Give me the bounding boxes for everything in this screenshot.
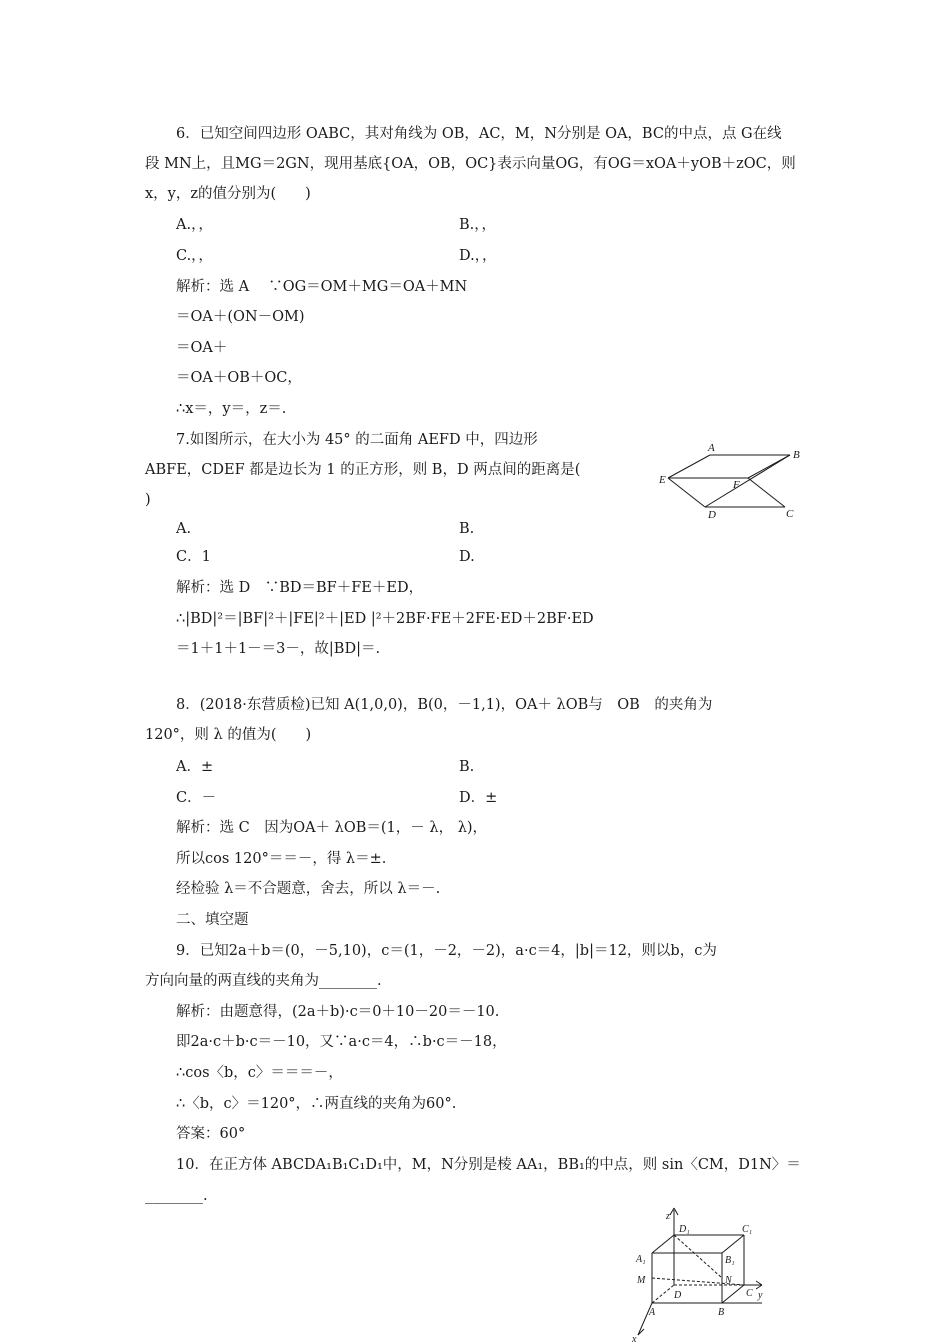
q8-option-d: D．± [459,790,498,806]
q8-solution-2: 所以cos 120°＝＝－，得 λ＝±. [176,851,387,867]
q6-solution-5: ∴x＝，y＝，z＝. [176,401,287,417]
label-x: x [632,1334,637,1344]
q9-solution-1: 解析：由题意得，(2a＋b)·c＝0＋10－20＝－10. [176,1004,500,1020]
q10-line-2: ________. [145,1188,208,1204]
edge-ed [668,478,705,507]
q8-option-c: C．－ [176,790,217,806]
q9-solution-3: ∴cos〈b，c〉＝＝＝－， [176,1065,343,1081]
q6-option-d: D.，， [459,248,497,264]
label-z: z [666,1211,670,1222]
label-d1: D₁ [679,1224,690,1235]
q6-solution-2: ＝OA＋(ON－OM) [176,309,305,325]
q7-option-a: A. [176,521,192,537]
label-b1: B₁ [725,1255,735,1266]
q7-option-c: C．1 [176,549,211,565]
dihedral-angle-figure [650,436,810,526]
edge-ea [668,455,710,478]
q7-solution-3: ＝1＋1＋1－＝3－，故|BD|＝. [176,641,381,657]
label-a: A [708,442,715,454]
label-d: D [674,1290,682,1301]
q9-line-1: 9．已知2a＋b＝(0，－5,10)，c＝(1，－2，－2)，a·c＝4，|b|＝12，则以b，c为 [176,943,717,959]
q8-option-a: A．± [176,759,214,775]
q8-line-2: 120°，则 λ 的值为( ) [145,727,312,743]
q7-line-1: 7.如图所示，在大小为 45° 的二面角 AEFD 中，四边形 [176,432,538,448]
q6-option-a: A.，， [176,217,213,233]
edge-fc [748,478,785,507]
q6-solution-3: ＝OA＋ [176,340,228,356]
q7-line-2: ABFE，CDEF 都是边长为 1 的正方形，则 B，D 两点间的距离是( [145,462,581,478]
label-n: N [725,1275,732,1286]
q8-line-1: 8．(2018·东营质检)已知 A(1,0,0)，B(0，－1,1)，OA＋ λOB与 OB 的夹角为 [176,697,713,713]
q9-solution-2: 即2a·c＋b·c＝－10，又∵a·c＝4，∴b·c＝－18， [176,1034,507,1050]
q9-solution-4: ∴〈b，c〉＝120°，∴两直线的夹角为60°. [176,1096,457,1112]
q6-option-b: B.，， [459,217,497,233]
label-d: D [708,509,716,521]
q8-solution-1: 解析：选 C 因为OA＋ λOB＝(1，－ λ， λ)， [176,820,488,836]
q7-solution-1: 解析：选 D ∵BD＝BF＋FE＋ED， [176,580,424,596]
q7-line-3: ) [145,492,151,508]
q7-option-d: D. [459,549,475,565]
label-a: A [649,1307,656,1318]
cube-figure [630,1205,790,1344]
q6-solution-1: 解析：选 A ∵OG＝OM＋MG＝OA＋MN [176,279,468,295]
label-b: B [718,1307,725,1318]
q7-solution-2: ∴|BD|²＝|BF|²＋|FE|²＋|ED |²＋2BF·FE＋2FE·ED＋2BF·ED [176,611,594,627]
segment-d1n [674,1235,722,1278]
q9-line-2: 方向向量的两直线的夹角为________. [145,973,382,989]
label-b: B [793,449,800,461]
label-c: C [786,508,794,520]
label-y: y [758,1290,763,1301]
q6-solution-4: ＝OA＋OB＋OC， [176,370,302,386]
label-c: C [746,1288,753,1299]
q8-solution-3: 经检验 λ＝不合题意，舍去，所以 λ＝－. [176,881,441,897]
q6-line-3: x，y，z的值分别为( ) [145,186,311,202]
label-a1: A₁ [636,1254,646,1265]
label-m: M [637,1275,646,1286]
q9-answer: 答案：60° [176,1126,246,1142]
q7-option-b: B. [459,521,475,537]
q6-line-2: 段 MN上，且MG＝2GN，现用基底{OA，OB，OC}表示向量OG，有OG＝xOA＋yOB＋zOC，则 [145,156,796,172]
label-e: E [659,474,666,486]
q8-option-b: B. [459,759,475,775]
label-c1: C₁ [742,1224,753,1235]
label-f: F [733,479,740,491]
segment-bd [705,455,790,507]
q10-line-1: 10．在正方体 ABCDA₁B₁C₁D₁中，M，N分别是棱 AA₁，BB₁的中点，则 sin〈CM，D1N〉＝ [176,1157,801,1173]
section-heading: 二、填空题 [176,912,249,928]
q6-option-c: C.，， [176,248,213,264]
q6-line-1: 6．已知空间四边形 OABC，其对角线为 OB，AC，M，N分别是 OA，BC的中点，点 G在线 [176,126,782,142]
